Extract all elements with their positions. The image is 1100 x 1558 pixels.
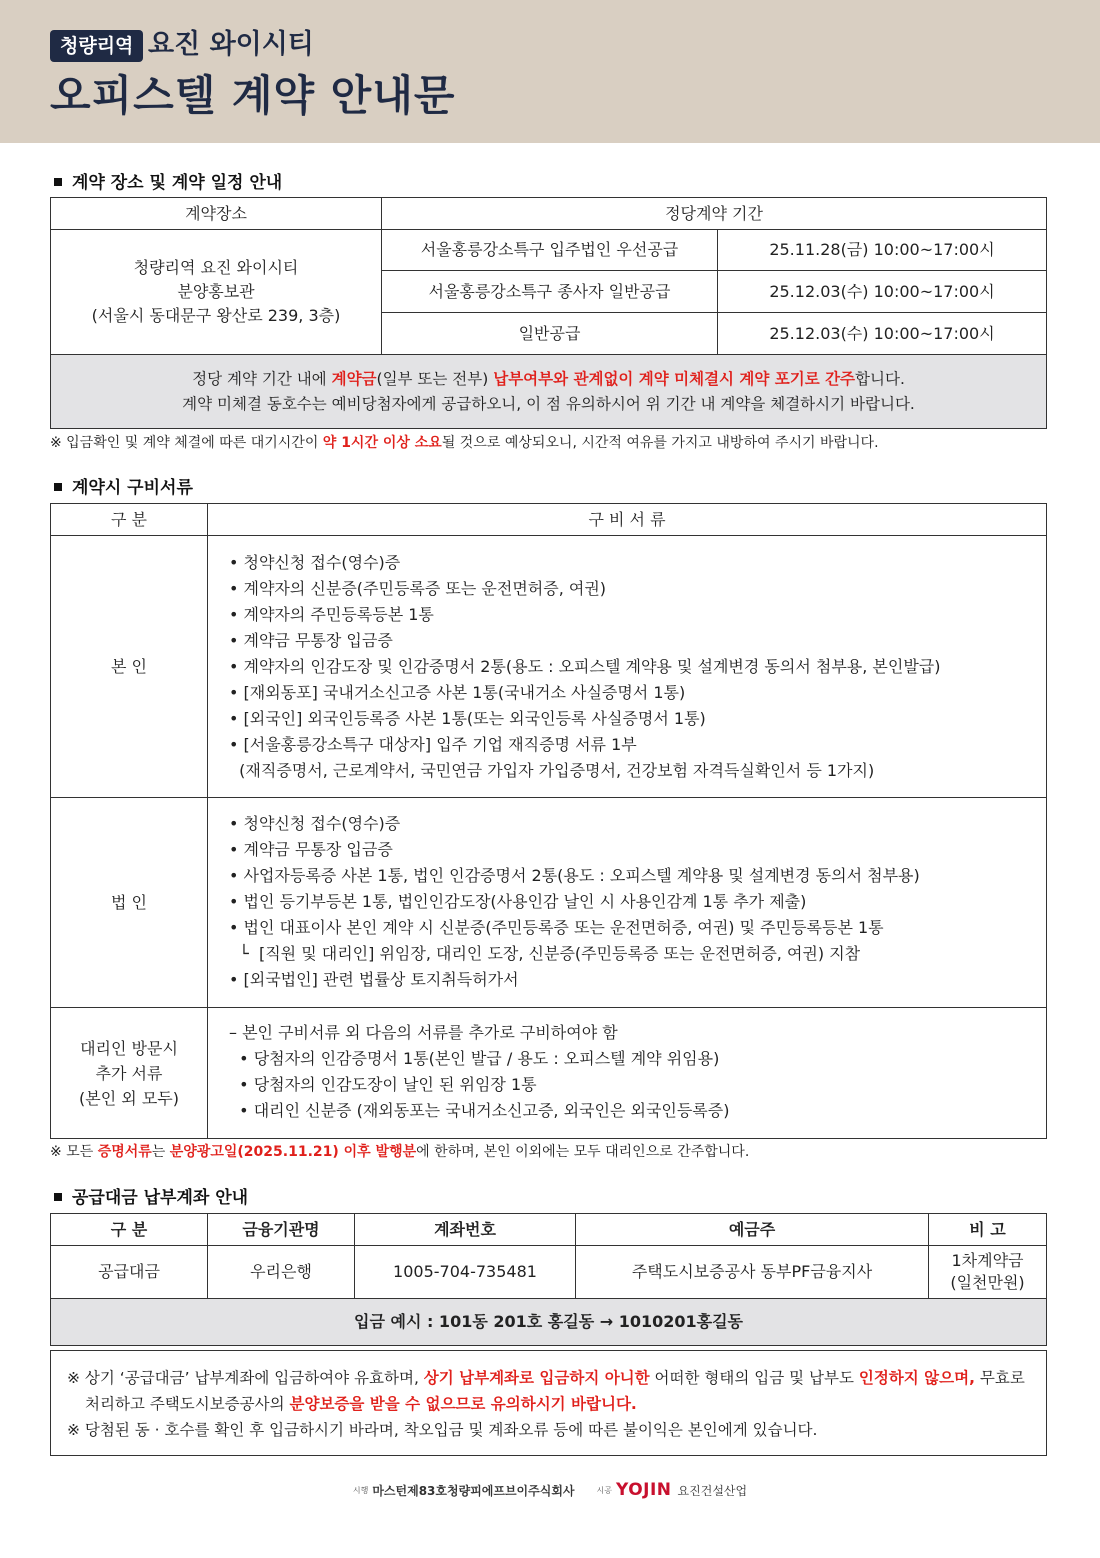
row-label-proxy: 대리인 방문시 추가 서류 (본인 외 모두) <box>79 1038 179 1108</box>
location-badge: 청량리역 <box>50 30 143 62</box>
account-notice-box <box>50 1350 1047 1456</box>
list-item: • 계약자의 신분증(주민등록증 또는 운전면허증, 여권) <box>229 579 607 598</box>
list-item: • 법인 등기부등본 1통, 법인인감도장(사용인감 날인 시 사용인감계 1통 추가 제출) <box>229 892 807 911</box>
waiting-time-note: ※ 입금확인 및 계약 체결에 따른 대기시간이 약 1시간 이상 소요될 것으로 예상되오니, 시간적 여유를 가지고 내방하여 주시기 바랍니다. <box>50 435 879 451</box>
col-header-docs: 구 비 서 류 <box>588 509 666 529</box>
list-item: • 계약금 무통장 입금증 <box>229 840 393 859</box>
contract-date: 25.11.28(금) 10:00~17:00시 <box>769 240 995 259</box>
builder-name: 요진건설산업 <box>677 1483 748 1498</box>
yojin-logo: YOJIN <box>616 1480 672 1500</box>
list-item: • [재외동포] 국내거소신고증 사본 1통(국내거소 사실증명서 1통) <box>229 683 686 702</box>
col-header-remark: 비 고 <box>969 1219 1006 1239</box>
list-item: • [서울홍릉강소특구 대상자] 입주 기업 재직증명 서류 1부 <box>229 735 637 754</box>
supply-type: 일반공급 <box>518 323 581 343</box>
square-bullet-icon <box>54 483 62 491</box>
col-header-holder: 예금주 <box>728 1219 776 1239</box>
builder-label: 시공 <box>596 1485 612 1495</box>
list-item: • 계약금 무통장 입금증 <box>229 631 393 650</box>
col-header-bank: 금융기관명 <box>242 1219 320 1239</box>
bank-name: 우리은행 <box>250 1262 312 1281</box>
section-title-schedule: 계약 장소 및 계약 일정 안내 <box>50 172 282 194</box>
contract-place: 청량리역 요진 와이시티 분양홍보관 (서울시 동대문구 왕산로 239, 3층) <box>91 258 341 325</box>
corporation-docs-list <box>229 811 920 993</box>
list-item: • [외국법인] 관련 법률상 토지취득허가서 <box>229 970 519 989</box>
header-subtitle: 요진 와이시티 <box>148 29 314 60</box>
col-header-period: 정당계약 기간 <box>665 203 763 223</box>
list-item: • [외국인] 외국인등록증 사본 1통(또는 외국인등록 사실증명서 1통) <box>229 709 706 728</box>
square-bullet-icon <box>54 178 62 186</box>
contract-notice: 정당 계약 기간 내에 계약금(일부 또는 전부) 납부여부와 관계없이 계약 미체결시 계약 포기로 간주합니다. 계약 미체결 동호수는 예비당첨자에게 공급하오니, 이 점 유의하시어 위 기간 내 계약을 체결하시기 바랍니다. <box>182 369 915 413</box>
schedule-table <box>50 197 1047 429</box>
row-label-corporation: 법 인 <box>111 892 147 912</box>
documents-note: ※ 모든 증명서류는 분양광고일(2025.11.21) 이후 발행분에 한하며, 본인 이외에는 모두 대리인으로 간주합니다. <box>50 1144 750 1160</box>
list-item: (재직증명서, 근로계약서, 국민연금 가입자 가입증명서, 건강보험 자격득실확인서 등 1가지) <box>229 761 875 780</box>
supply-type: 서울홍릉강소특구 종사자 일반공급 <box>428 281 671 301</box>
page-title: 오피스텔 계약 안내문 <box>50 71 456 120</box>
col-header-type: 구 분 <box>110 1219 148 1239</box>
proxy-docs-list <box>229 1020 729 1124</box>
square-bullet-icon <box>54 1193 62 1201</box>
list-item: • 사업자등록증 사본 1통, 법인 인감증명서 2통(용도 : 오피스텔 계약용 및 설계변경 동의서 첨부용) <box>229 866 920 885</box>
list-item: • 청약신청 접수(영수)증 <box>229 814 401 833</box>
deposit-example: 입금 예시 : 101동 201호 홍길동 → 1010201홍길동 <box>354 1312 743 1331</box>
remark: 1차계약금 (일천만원) <box>950 1251 1025 1292</box>
col-header-account: 계좌번호 <box>434 1219 496 1239</box>
section-title-documents: 계약시 구비서류 <box>50 477 193 499</box>
list-item: • 청약신청 접수(영수)증 <box>229 553 401 572</box>
account-table <box>50 1213 1047 1346</box>
account-holder: 주택도시보증공사 동부PF금융지사 <box>631 1262 873 1281</box>
page-footer <box>0 1480 1100 1500</box>
list-item: • 당첨자의 인감도장이 날인 된 위임장 1통 <box>229 1075 537 1094</box>
contract-date: 25.12.03(수) 10:00~17:00시 <box>769 281 995 301</box>
developer-name: 마스턴제83호청량피에프브이주식회사 <box>372 1483 575 1498</box>
col-header-type: 구 분 <box>111 509 147 529</box>
list-item: • 법인 대표이사 본인 계약 시 신분증(주민등록증 또는 운전면허증, 여권) 및 주민등록등본 1통 <box>229 918 884 937</box>
developer-label: 시행 <box>352 1485 369 1495</box>
list-item: • 계약자의 인감도장 및 인감증명서 2통(용도 : 오피스텔 계약용 및 설계변경 동의서 첨부용, 본인발급) <box>229 657 941 676</box>
page-header <box>0 0 1100 143</box>
list-item: • 계약자의 주민등록등본 1통 <box>229 605 434 624</box>
list-item: • 대리인 신분증 (재외동포는 국내거소신고증, 외국인은 외국인등록증) <box>229 1101 730 1120</box>
account-notice: ※ 상기 ‘공급대금’ 납부계좌에 입금하여야 유효하며, 상기 납부계좌로 입금하지 아니한 어떠한 형태의 입금 및 납부도 인정하지 않으며, 무효로 처리하고 주택도시보증공사의 분양보증을 받을 수 없으므로 유의하시기 바랍니다. ※ 당첨된 동 · 호수를 확인 후 입금하시기 바라며, 착오입금 및 계좌오류 등에 따른 불이익은 본인에게 있습니다. <box>67 1369 1025 1439</box>
section-title-account: 공급대금 납부계좌 안내 <box>50 1187 248 1209</box>
list-item: └ [직원 및 대리인] 위임장, 대리인 도장, 신분증(주민등록증 또는 운전면허증, 여권) 지참 <box>229 944 861 963</box>
list-item: – 본인 구비서류 외 다음의 서류를 추가로 구비하여야 함 <box>229 1023 618 1042</box>
documents-table <box>50 503 1047 1139</box>
col-header-place: 계약장소 <box>185 203 247 223</box>
individual-docs-list <box>229 550 940 784</box>
account-number: 1005-704-735481 <box>393 1262 537 1281</box>
row-label-individual: 본 인 <box>111 656 147 676</box>
contract-date: 25.12.03(수) 10:00~17:00시 <box>769 323 995 343</box>
list-item: • 당첨자의 인감증명서 1통(본인 발급 / 용도 : 오피스텔 계약 위임용) <box>229 1049 720 1068</box>
supply-type: 서울홍릉강소특구 입주법인 우선공급 <box>420 240 679 259</box>
payment-type: 공급대금 <box>98 1262 160 1281</box>
